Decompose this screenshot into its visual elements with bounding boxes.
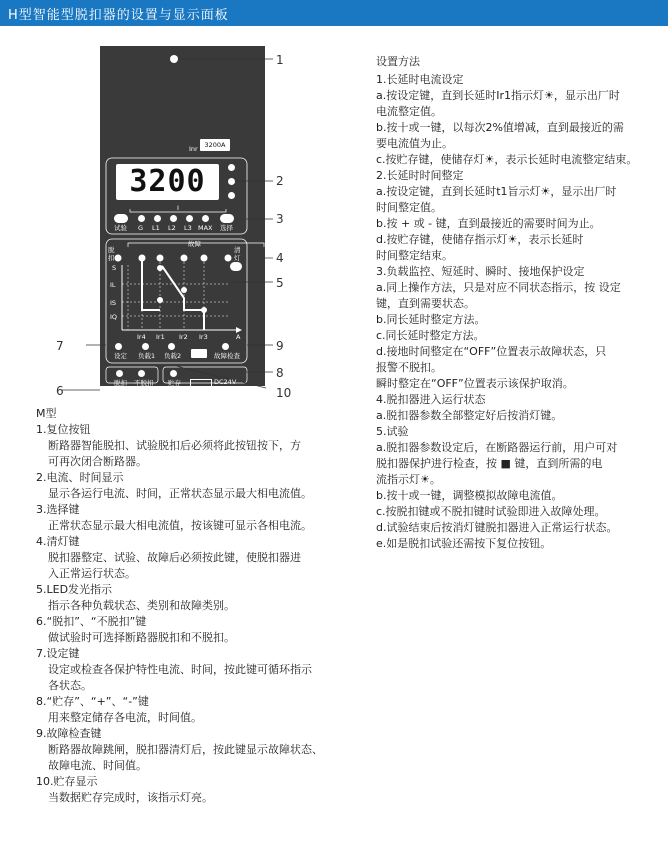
callout-4: 4 [276,251,284,265]
setup-line-20: 瞬时整定在“OFF”位置表示该保护取消。 [376,377,574,390]
set-key[interactable] [191,349,207,358]
set-led [115,343,122,350]
load2-led [168,343,175,350]
led-label-max: MAX [198,224,213,232]
clear-side-label: 清灯 [234,246,241,262]
i-mark: I [177,204,179,212]
page-title: H型智能型脱扣器的设置与显示面板 [8,8,229,23]
item-2-body-1: 显示各运行电流、时间，正常状态显示最大相电流值。 [48,487,312,500]
axis-ir4: Ir4 [137,333,146,341]
setup-line-26: 流指示灯☀。 [376,473,441,486]
callout-7: 7 [56,339,64,353]
setup-line-12: 时间整定结束。 [376,249,453,262]
select-button[interactable] [220,214,234,223]
axis-ir2: Ir2 [179,333,188,341]
setup-line-9: 时间整定值。 [376,201,442,214]
item-10-head: 10.贮存显示 [36,775,98,788]
callout-2: 2 [276,174,284,188]
load1-led [142,343,149,350]
store-label: 贮存 [168,379,181,387]
item-7-head: 7.设定键 [36,647,80,660]
led-label-l3: L3 [184,224,192,232]
btn-label-load2: 负载2 [164,352,182,360]
item-9-body-2: 故障电流、时间值。 [48,759,147,772]
inr-label: Inr [189,145,198,153]
store-led [170,370,177,377]
item-3-body-1: 正常状态显示最大相电流值，按该键可显示各相电流。 [48,519,312,532]
callout-5: 5 [276,276,284,290]
led-l1 [154,215,161,222]
item-6-head: 6.“脱扣”、“不脱扣”键 [36,615,147,628]
item-1-head: 1.复位按钮 [36,423,91,436]
callout-3: 3 [276,212,284,226]
setup-line-2: a.按设定键，直到长延时Ir1指示灯☀，显示出厂时 [376,89,620,102]
setup-line-19: 报警不脱扣。 [376,361,442,374]
clear-button[interactable] [230,262,242,271]
no-trip-led [138,370,145,377]
item-1-body-2: 可再次闭合断路器。 [48,455,147,468]
axis-il: IL [110,281,116,289]
item-1-body-1: 断路器智能脱扣、试验脱扣后必须将此按钮按下，方 [48,439,301,452]
setup-line-16: b.同长延时整定方法。 [376,313,486,326]
item-7-body-2: 各状态。 [48,679,92,692]
item-9-body-1: 断路器故障跳闸，脱扣器清灯后，按此键显示故障状态、 [48,743,323,756]
setup-line-5: 要电流值为止。 [376,137,453,150]
setup-line-3: 电流整定值。 [376,105,442,118]
led-label-g: G [138,224,144,232]
item-9-head: 9.故障检查键 [36,727,102,740]
led-label-l2: L2 [168,224,176,232]
axis-iq: IQ [110,313,118,321]
led-label-select: 选择 [220,224,233,232]
btn-label-fault-check: 故障检查 [214,352,240,360]
led-max [202,215,209,222]
trip-led [116,370,123,377]
btn-label-set: 设定 [114,352,127,360]
led-l3 [186,215,193,222]
test-area-label: 试验 [124,400,137,408]
display-led-3 [228,192,235,199]
axis-a: A [236,333,241,341]
setup-line-18: d.接地时间整定在“OFF”位置表示故障状态，只 [376,345,607,358]
dc24v-label: DC24V [214,378,237,386]
trip-side-label: 脱扣 [108,246,115,262]
store-done-led [168,395,175,402]
axis-ir1: Ir1 [156,333,165,341]
setup-line-29: d.试验结束后按消灯键脱扣器进入正常运行状态。 [376,521,618,534]
axis-s: S [112,264,117,272]
callout-8: 8 [276,366,284,380]
led-label-test: 试验 [114,224,127,232]
setup-line-30: e.如是脱扣试验还需按下复位按钮。 [376,537,552,550]
setup-line-8: a.按设定键，直到长延时t1旨示灯☀，显示出厂时 [376,185,617,198]
item-4-body-1: 脱扣器整定、试验、故障后必须按此键，使脱扣器进 [48,551,301,564]
led-l2 [170,215,177,222]
setup-title: 设置方法 [376,55,420,68]
item-10-body-1: 当数据贮存完成时，该指示灯亮。 [48,791,213,804]
adjust-label: 调整 [194,402,207,410]
btn-label-load1: 负载1 [138,352,156,360]
fault-label: 故障 [188,240,201,248]
item-8-head: 8.“贮存”、“+”、“-”键 [36,695,149,708]
setup-line-24: a.脱扣器参数设定后，在断路器运行前，用户可对 [376,441,618,454]
item-6-body-1: 做试验时可选择断路器脱扣和不脱扣。 [48,631,235,644]
setup-line-21: 4.脱扣器进入运行状态 [376,393,486,406]
dc24v-socket [190,379,212,401]
reset-button [170,55,178,63]
setup-line-13: 3.负载监控、短延时、瞬时、接地保护设定 [376,265,585,278]
trip-key-label: 脱扣 [114,379,127,387]
item-4-body-2: 入正常运行状态。 [48,567,136,580]
setup-line-22: a.脱扣器参数全部整定好后按消灯键。 [376,409,563,422]
setup-line-10: b.按 + 或 - 键，直到最接近的需要时间为止。 [376,217,601,230]
setup-line-28: c.按脱扣键或不脱扣键时试验即进入故障处理。 [376,505,606,518]
no-trip-key-label: 不脱扣 [134,379,154,387]
fault-check-led [222,343,229,350]
setup-line-17: c.同长延时整定方法。 [376,329,485,342]
display-led-2 [228,178,235,185]
m-type-title: M型 [36,407,57,420]
setup-line-1: 1.长延时电流设定 [376,73,464,86]
item-5-head: 5.LED发光指示 [36,583,113,596]
callout-10: 10 [276,386,292,400]
setup-line-4: b.按十或一键，以每次2%值增减，直到最接近的需 [376,121,624,134]
callout-9: 9 [276,339,284,353]
setup-line-14: a.同上操作方法，只是对应不同状态指示，按 设定 [376,281,621,294]
setup-line-7: 2.长延时时间整定 [376,169,464,182]
test-button[interactable] [114,214,128,223]
current-display: 3200 [116,164,219,200]
axis-ir3: Ir3 [199,333,208,341]
led-g [138,215,145,222]
axis-is: IS [110,299,117,307]
setup-line-15: 键，直到需要状态。 [376,297,475,310]
led-label-l1: L1 [152,224,160,232]
setup-line-11: d.按贮存键，使储存指示灯☀，表示长延时 [376,233,584,246]
callout-6: 6 [56,384,64,398]
plus-minus-key[interactable] [226,388,246,399]
item-7-body-1: 设定或检查各保护特性电流、时间，按此键可循环指示 [48,663,312,676]
setup-line-25: 脱扣器保护进行检查，按 ■ 键，直到所需的电 [376,457,603,470]
item-4-head: 4.清灯键 [36,535,80,548]
item-5-body-1: 指示各种负载状态、类别和故障类别。 [48,599,235,612]
item-3-head: 3.选择键 [36,503,80,516]
inr-value-box: 3200A [200,139,230,151]
callout-1: 1 [276,53,284,67]
setup-line-6: c.按贮存键，使储存灯☀，表示长延时电流整定结束。 [376,153,638,166]
item-8-body-1: 用来整定储存各电流，时间值。 [48,711,202,724]
display-led-1 [228,164,235,171]
setup-line-23: 5.试验 [376,425,409,438]
item-2-head: 2.电流、时间显示 [36,471,124,484]
setup-line-27: b.按十或一键，调整模拟故障电流值。 [376,489,563,502]
